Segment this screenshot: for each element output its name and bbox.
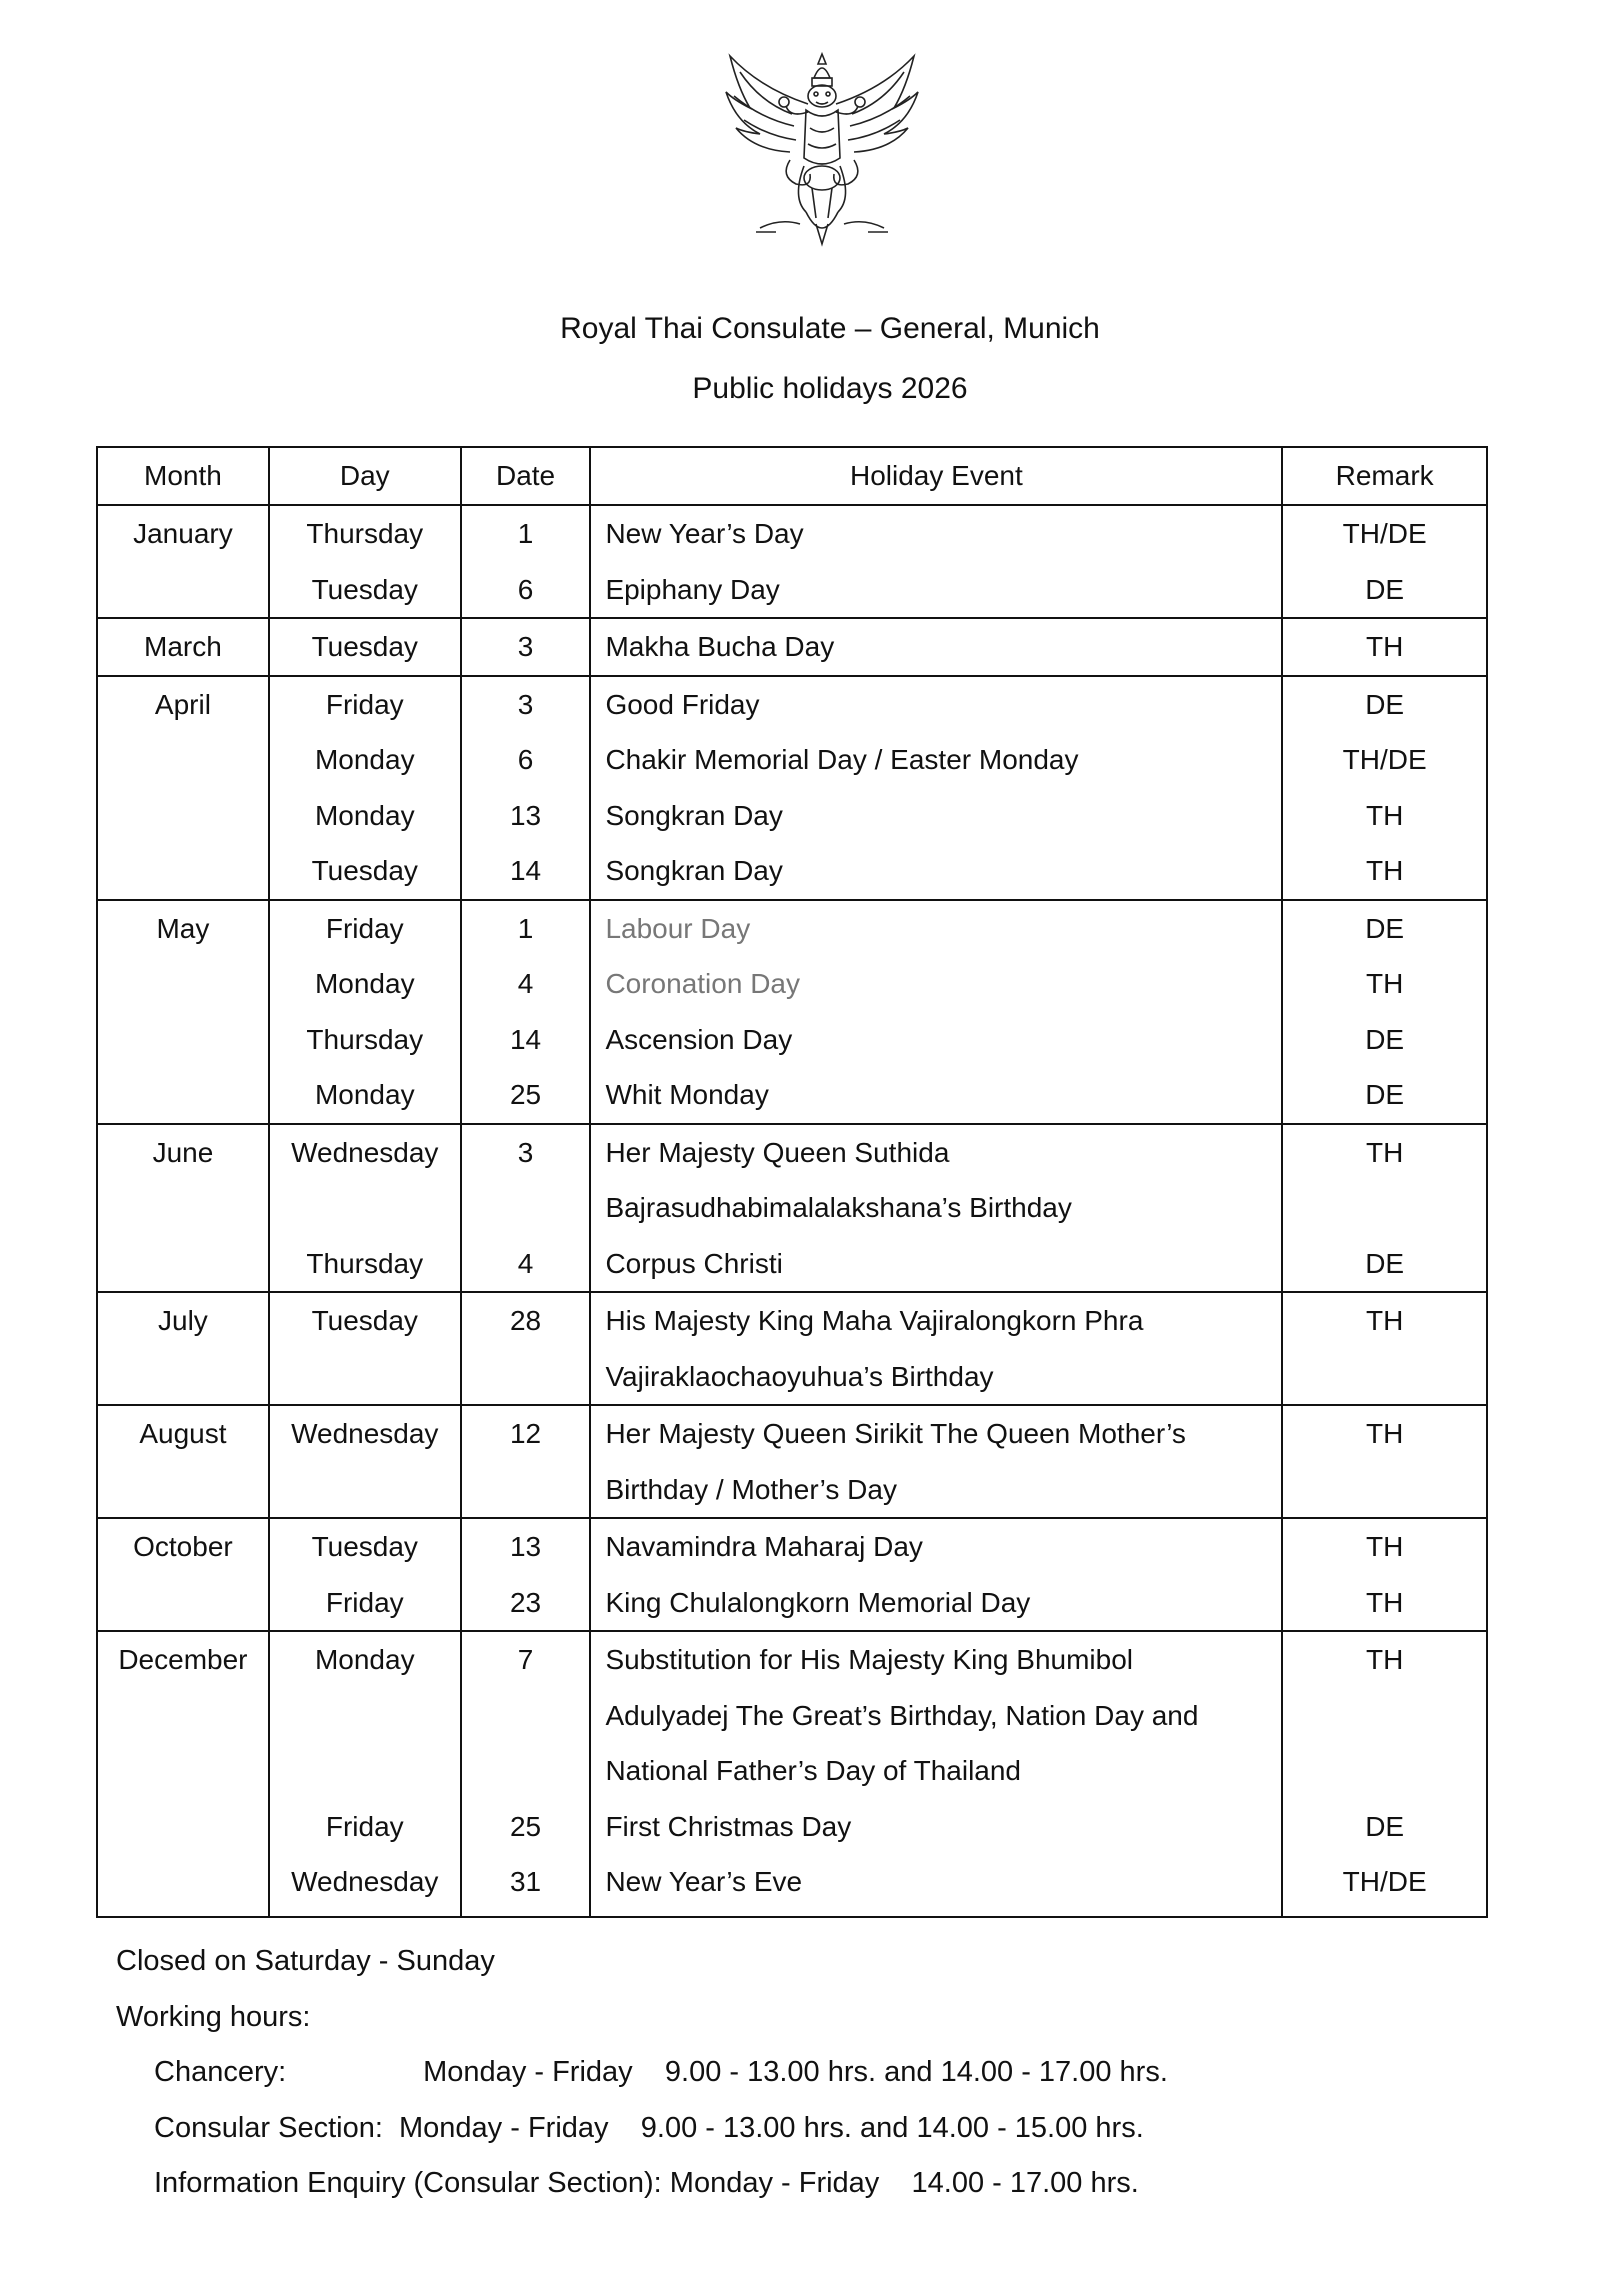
table-row bbox=[97, 676, 1487, 733]
month-cell bbox=[97, 1799, 269, 1855]
day-cell bbox=[269, 1462, 461, 1519]
remark-cell: DE bbox=[1282, 1799, 1487, 1855]
date-cell: 4 bbox=[461, 956, 591, 1012]
table-row bbox=[97, 1575, 1487, 1632]
column-header-event: Holiday Event bbox=[590, 447, 1282, 505]
month-cell: July bbox=[97, 1292, 269, 1349]
date-cell bbox=[461, 1462, 591, 1519]
remark-cell: TH bbox=[1282, 1292, 1487, 1349]
month-cell: October bbox=[97, 1518, 269, 1575]
remark-cell: TH bbox=[1282, 956, 1487, 1012]
consular-section-hours: Consular Section: Monday - Friday 9.00 - 13.00 hrs. and 14.00 - 15.00 hrs. bbox=[154, 2111, 1144, 2144]
date-cell: 14 bbox=[461, 843, 591, 900]
month-cell: August bbox=[97, 1405, 269, 1462]
remark-cell: TH bbox=[1282, 1405, 1487, 1462]
table-row bbox=[97, 1180, 1487, 1236]
month-cell bbox=[97, 1743, 269, 1799]
day-cell: Tuesday bbox=[269, 843, 461, 900]
remark-cell: DE bbox=[1282, 676, 1487, 733]
footer-notes bbox=[116, 1934, 1168, 2212]
day-cell: Tuesday bbox=[269, 1518, 461, 1575]
day-cell: Monday bbox=[269, 1631, 461, 1688]
table-row bbox=[97, 1462, 1487, 1519]
remark-cell: TH bbox=[1282, 1124, 1487, 1181]
month-cell: January bbox=[97, 505, 269, 562]
table-row bbox=[97, 843, 1487, 900]
holiday-event-cell: Substitution for His Majesty King Bhumibol bbox=[590, 1631, 1282, 1688]
month-cell bbox=[97, 1349, 269, 1406]
document-subtitle: Public holidays 2026 bbox=[692, 372, 968, 405]
date-cell: 6 bbox=[461, 562, 591, 619]
remark-cell: DE bbox=[1282, 562, 1487, 619]
remark-cell: TH bbox=[1282, 788, 1487, 844]
day-cell: Friday bbox=[269, 900, 461, 957]
table-row bbox=[97, 1292, 1487, 1349]
day-cell: Monday bbox=[269, 732, 461, 788]
table-row bbox=[97, 505, 1487, 562]
date-cell: 1 bbox=[461, 900, 591, 957]
day-cell bbox=[269, 1349, 461, 1406]
table-row bbox=[97, 788, 1487, 844]
month-cell bbox=[97, 1575, 269, 1632]
day-cell: Monday bbox=[269, 956, 461, 1012]
closed-days-note: Closed on Saturday - Sunday bbox=[116, 1945, 495, 1977]
remark-cell: DE bbox=[1282, 1012, 1487, 1068]
remark-cell bbox=[1282, 1349, 1487, 1406]
date-cell bbox=[461, 1688, 591, 1744]
date-cell: 25 bbox=[461, 1067, 591, 1124]
month-cell: May bbox=[97, 900, 269, 957]
holiday-event-cell: Her Majesty Queen Sirikit The Queen Mother’s bbox=[590, 1405, 1282, 1462]
date-cell: 14 bbox=[461, 1012, 591, 1068]
table-row bbox=[97, 1518, 1487, 1575]
holiday-event-cell: King Chulalongkorn Memorial Day bbox=[590, 1575, 1282, 1632]
remark-cell bbox=[1282, 1743, 1487, 1799]
column-header-day: Day bbox=[269, 447, 461, 505]
date-cell: 31 bbox=[461, 1854, 591, 1917]
month-cell: March bbox=[97, 618, 269, 676]
date-cell: 12 bbox=[461, 1405, 591, 1462]
month-cell: April bbox=[97, 676, 269, 733]
remark-cell: TH/DE bbox=[1282, 732, 1487, 788]
month-cell bbox=[97, 1067, 269, 1124]
remark-cell: DE bbox=[1282, 1236, 1487, 1293]
holiday-event-cell: Bajrasudhabimalalakshana’s Birthday bbox=[590, 1180, 1282, 1236]
month-cell bbox=[97, 562, 269, 619]
month-cell: December bbox=[97, 1631, 269, 1688]
holiday-event-cell: Navamindra Maharaj Day bbox=[590, 1518, 1282, 1575]
chancery-hours: Chancery: Monday - Friday 9.00 - 13.00 hrs. and 14.00 - 17.00 hrs. bbox=[154, 2056, 1168, 2088]
remark-cell bbox=[1282, 1462, 1487, 1519]
table-row bbox=[97, 900, 1487, 957]
day-cell: Monday bbox=[269, 1067, 461, 1124]
date-cell: 6 bbox=[461, 732, 591, 788]
column-header-month: Month bbox=[97, 447, 269, 505]
date-cell: 13 bbox=[461, 788, 591, 844]
table-row bbox=[97, 1236, 1487, 1293]
working-hours-label: Working hours: bbox=[116, 2000, 311, 2033]
garuda-emblem-icon bbox=[720, 48, 925, 248]
holiday-table bbox=[96, 446, 1488, 1918]
holiday-event-cell: Birthday / Mother’s Day bbox=[590, 1462, 1282, 1519]
month-cell: June bbox=[97, 1124, 269, 1181]
day-cell bbox=[269, 1743, 461, 1799]
table-row bbox=[97, 1743, 1487, 1799]
holiday-event-cell: Chakir Memorial Day / Easter Monday bbox=[590, 732, 1282, 788]
holiday-event-cell: Epiphany Day bbox=[590, 562, 1282, 619]
information-enquiry-hours: Information Enquiry (Consular Section): Monday - Friday 14.00 - 17.00 hrs. bbox=[154, 2167, 1139, 2199]
month-cell bbox=[97, 1688, 269, 1744]
table-row bbox=[97, 1405, 1487, 1462]
holiday-event-cell: His Majesty King Maha Vajiralongkorn Phra bbox=[590, 1292, 1282, 1349]
holiday-event-cell: National Father’s Day of Thailand bbox=[590, 1743, 1282, 1799]
date-cell bbox=[461, 1349, 591, 1406]
date-cell: 4 bbox=[461, 1236, 591, 1293]
date-cell: 3 bbox=[461, 1124, 591, 1181]
table-row bbox=[97, 1854, 1487, 1917]
remark-cell: TH/DE bbox=[1282, 505, 1487, 562]
date-cell bbox=[461, 1180, 591, 1236]
day-cell: Tuesday bbox=[269, 618, 461, 676]
month-cell bbox=[97, 956, 269, 1012]
day-cell: Wednesday bbox=[269, 1854, 461, 1917]
table-row bbox=[97, 1067, 1487, 1124]
holiday-event-cell: Songkran Day bbox=[590, 788, 1282, 844]
holiday-event-cell: Corpus Christi bbox=[590, 1236, 1282, 1293]
holiday-event-cell: Good Friday bbox=[590, 676, 1282, 733]
day-cell bbox=[269, 1180, 461, 1236]
remark-cell bbox=[1282, 1180, 1487, 1236]
date-cell: 13 bbox=[461, 1518, 591, 1575]
remark-cell: TH bbox=[1282, 1518, 1487, 1575]
remark-cell: DE bbox=[1282, 900, 1487, 957]
remark-cell bbox=[1282, 1688, 1487, 1744]
holiday-event-cell: First Christmas Day bbox=[590, 1799, 1282, 1855]
day-cell: Tuesday bbox=[269, 562, 461, 619]
month-cell bbox=[97, 843, 269, 900]
column-header-remark: Remark bbox=[1282, 447, 1487, 505]
day-cell: Wednesday bbox=[269, 1124, 461, 1181]
table-row bbox=[97, 1012, 1487, 1068]
table-row bbox=[97, 732, 1487, 788]
holiday-event-cell: Her Majesty Queen Suthida bbox=[590, 1124, 1282, 1181]
day-cell: Thursday bbox=[269, 505, 461, 562]
remark-cell: TH bbox=[1282, 843, 1487, 900]
day-cell: Monday bbox=[269, 788, 461, 844]
holiday-event-cell: Ascension Day bbox=[590, 1012, 1282, 1068]
holiday-event-cell: Whit Monday bbox=[590, 1067, 1282, 1124]
month-cell bbox=[97, 1462, 269, 1519]
holiday-event-cell: New Year’s Eve bbox=[590, 1854, 1282, 1917]
holiday-event-cell: Makha Bucha Day bbox=[590, 618, 1282, 676]
table-row bbox=[97, 1124, 1487, 1181]
date-cell: 3 bbox=[461, 676, 591, 733]
holiday-event-cell: Adulyadej The Great’s Birthday, Nation Day and bbox=[590, 1688, 1282, 1744]
table-row bbox=[97, 1799, 1487, 1855]
date-cell: 25 bbox=[461, 1799, 591, 1855]
date-cell: 7 bbox=[461, 1631, 591, 1688]
table-row bbox=[97, 1631, 1487, 1688]
day-cell: Friday bbox=[269, 1575, 461, 1632]
date-cell: 23 bbox=[461, 1575, 591, 1632]
remark-cell: TH/DE bbox=[1282, 1854, 1487, 1917]
day-cell bbox=[269, 1688, 461, 1744]
table-row bbox=[97, 562, 1487, 619]
month-cell bbox=[97, 1180, 269, 1236]
document-title: Royal Thai Consulate – General, Munich bbox=[560, 312, 1100, 345]
table-row bbox=[97, 618, 1487, 676]
remark-cell: DE bbox=[1282, 1067, 1487, 1124]
month-cell bbox=[97, 1012, 269, 1068]
day-cell: Friday bbox=[269, 676, 461, 733]
date-cell: 28 bbox=[461, 1292, 591, 1349]
date-cell: 1 bbox=[461, 505, 591, 562]
day-cell: Thursday bbox=[269, 1236, 461, 1293]
holiday-event-cell: New Year’s Day bbox=[590, 505, 1282, 562]
day-cell: Friday bbox=[269, 1799, 461, 1855]
day-cell: Tuesday bbox=[269, 1292, 461, 1349]
month-cell bbox=[97, 788, 269, 844]
table-row bbox=[97, 1349, 1487, 1406]
month-cell bbox=[97, 732, 269, 788]
holiday-event-cell: Coronation Day bbox=[590, 956, 1282, 1012]
holiday-table-body bbox=[97, 505, 1487, 1917]
month-cell bbox=[97, 1854, 269, 1917]
date-cell: 3 bbox=[461, 618, 591, 676]
holiday-event-cell: Songkran Day bbox=[590, 843, 1282, 900]
remark-cell: TH bbox=[1282, 618, 1487, 676]
table-row bbox=[97, 956, 1487, 1012]
column-header-date: Date bbox=[461, 447, 591, 505]
table-row bbox=[97, 1688, 1487, 1744]
table-header-row bbox=[97, 447, 1487, 505]
holiday-event-cell: Labour Day bbox=[590, 900, 1282, 957]
holiday-event-cell: Vajiraklaochaoyuhua’s Birthday bbox=[590, 1349, 1282, 1406]
date-cell bbox=[461, 1743, 591, 1799]
remark-cell: TH bbox=[1282, 1631, 1487, 1688]
day-cell: Wednesday bbox=[269, 1405, 461, 1462]
month-cell bbox=[97, 1236, 269, 1293]
day-cell: Thursday bbox=[269, 1012, 461, 1068]
remark-cell: TH bbox=[1282, 1575, 1487, 1632]
